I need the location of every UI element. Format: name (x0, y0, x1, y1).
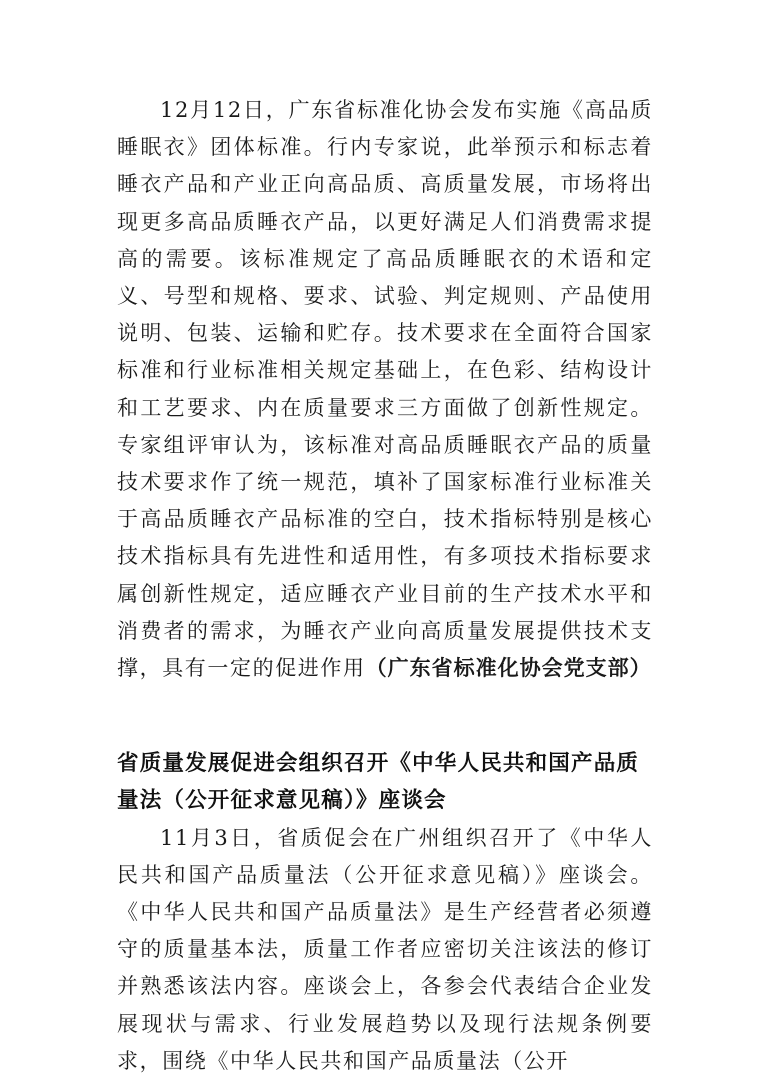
article1-paragraph (117, 92, 653, 687)
article2-title: 省质量发展促进会组织召开《中华人民共和国产品质量法（公开征求意见稿）》座谈会 (117, 751, 640, 814)
article2-paragraph (117, 820, 653, 1080)
document-page (117, 92, 653, 1080)
article1-source: （广东省标准化协会党支部） (365, 656, 652, 681)
article1-body: 12月12日，广东省标准化协会发布实施《高品质睡眠衣》团体标准。行内专家说，此举预示和标志着睡衣产品和产业正向高品质、高质量发展，市场将出现更多高品质睡衣产品，以更好满足人们消费需求提高的需要。该标准规定了高品质睡眠衣的术语和定义、号型和规格、要求、试验、判定规则、产品使用说明、包装、运输和贮存。技术要求在全面符合国家标准和行业标准相关规定基础上，在色彩、结构设计和工艺要求、内在质量要求三方面做了创新性规定。专家组评审认为，该标准对高品质睡眠衣产品的质量技术要求作了统一规范，填补了国家标准行业标准关于高品质睡衣产品标准的空白，技术指标特别是核心技术指标具有先进性和适用性，有多项技术指标要求属创新性规定，适应睡衣产业目前的生产技术水平和消费者的需求，为睡衣产业向高质量发展提供技术支撑，具有一定的促进作用 (117, 98, 653, 681)
article2-body: 11月3日，省质促会在广州组织召开了《中华人民共和国产品质量法（公开征求意见稿）》座谈会。《中华人民共和国产品质量法》是生产经营者必须遵守的质量基本法，质量工作者应密切关注该法的修订并熟悉该法内容。座谈会上，各参会代表结合企业发展现状与需求、行业发展趋势以及现行法规条例要求，围绕《中华人民共和国产品质量法（公开 (117, 825, 653, 1073)
